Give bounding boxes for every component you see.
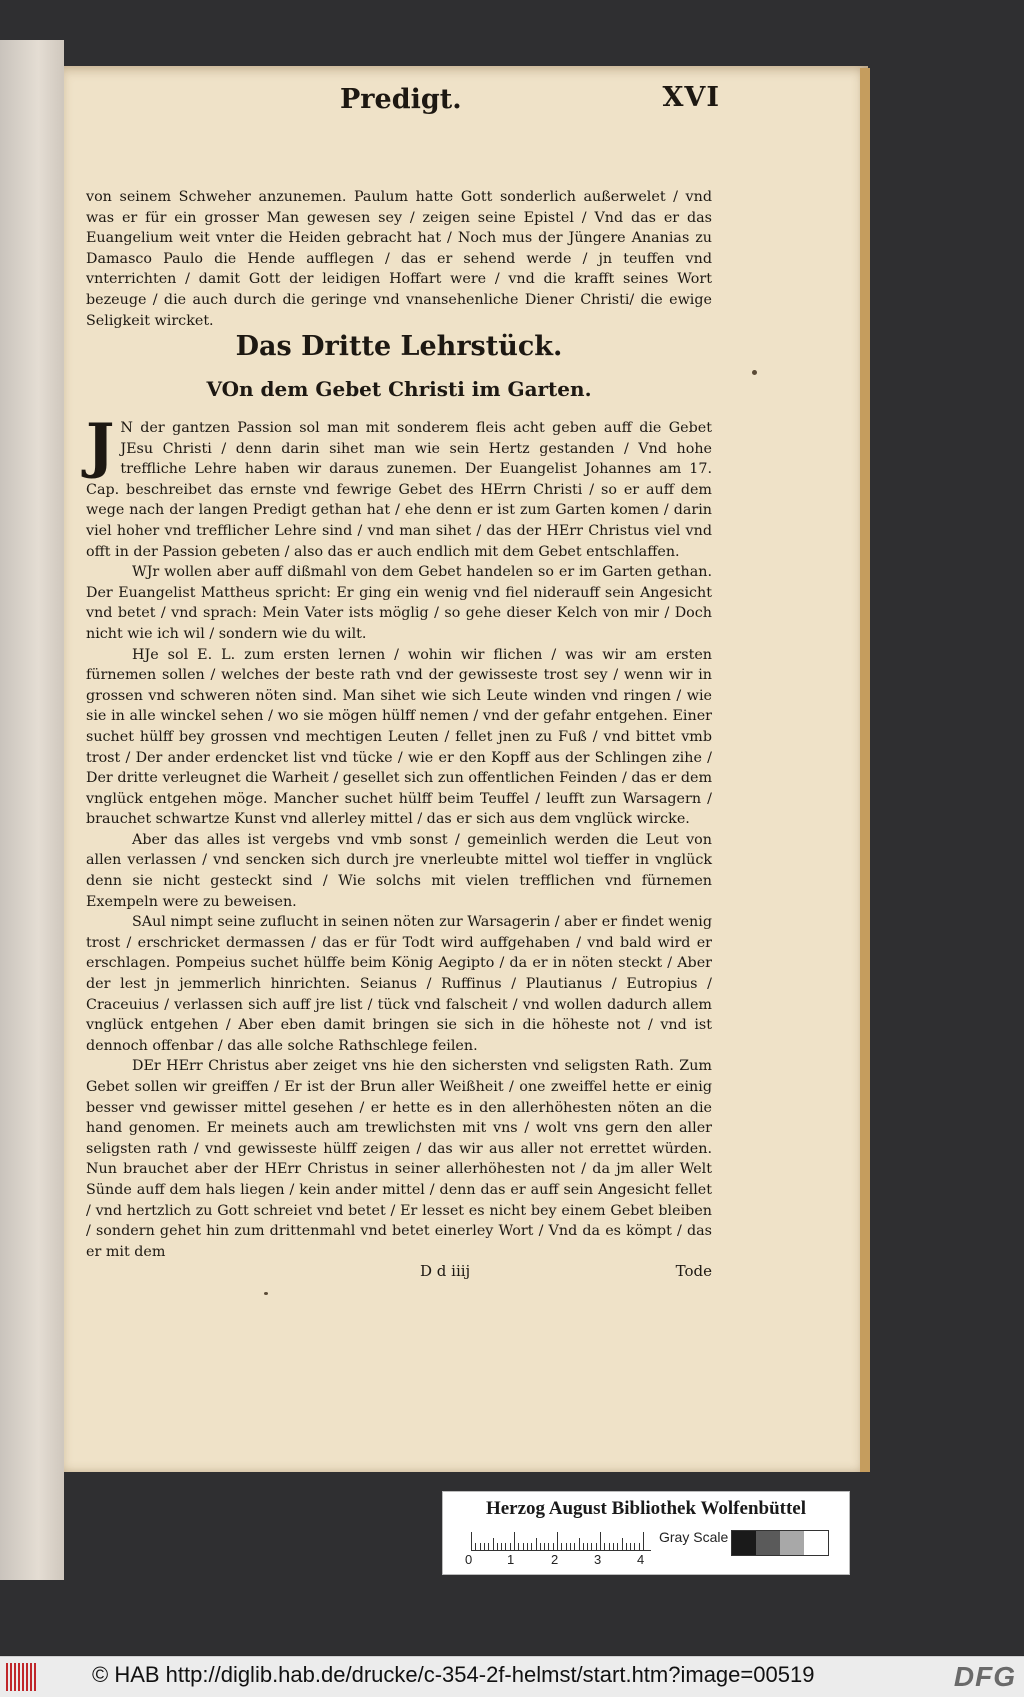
ruler-tick — [475, 1543, 476, 1550]
ruler-tick — [497, 1543, 498, 1550]
swatch — [804, 1531, 828, 1555]
gray-scale-swatches — [731, 1530, 829, 1556]
ruler-tick — [484, 1543, 485, 1550]
ruler-tick — [604, 1543, 605, 1550]
ruler-tick — [630, 1543, 631, 1550]
ruler-tick — [626, 1543, 627, 1550]
scale-ruler — [471, 1530, 651, 1551]
ruler-tick — [634, 1543, 635, 1550]
sub-heading: VOn dem Gebet Christi im Garten. — [206, 377, 592, 401]
institution-name: Herzog August Bibliothek Wolfenbüttel — [485, 1498, 807, 1519]
ruler-tick — [471, 1532, 472, 1550]
page-footer — [86, 1262, 712, 1286]
paragraph — [86, 411, 712, 562]
facing-page-edge — [0, 40, 64, 1580]
catchword: Tode — [675, 1262, 712, 1280]
swatch — [732, 1531, 756, 1555]
ink-speck — [752, 370, 757, 375]
page-header — [270, 80, 720, 126]
running-title: Predigt. — [340, 84, 462, 115]
ruler-tick — [514, 1532, 515, 1550]
swatch — [756, 1531, 780, 1555]
page-edge — [860, 68, 870, 1472]
ruler-tick — [510, 1543, 511, 1550]
ruler-tick — [488, 1543, 489, 1550]
text-block-main — [86, 411, 712, 1262]
ruler-tick — [527, 1543, 528, 1550]
ruler-tick — [493, 1538, 494, 1550]
ruler-tick — [501, 1543, 502, 1550]
ruler-tick — [613, 1543, 614, 1550]
ruler-tick — [600, 1532, 601, 1550]
ruler-tick — [531, 1543, 532, 1550]
ruler-tick — [540, 1543, 541, 1550]
ruler-tick — [574, 1543, 575, 1550]
ruler-tick — [480, 1543, 481, 1550]
barcode-icon — [6, 1663, 46, 1691]
ruler-tick — [536, 1538, 537, 1550]
ruler-tick — [583, 1543, 584, 1550]
scale-number: 1 — [507, 1552, 515, 1567]
ruler-tick — [505, 1543, 506, 1550]
viewer-footer — [0, 1656, 1024, 1697]
folio-number: XVI — [662, 82, 720, 113]
ruler-tick — [566, 1543, 567, 1550]
ruler-tick — [548, 1543, 549, 1550]
ruler-tick — [544, 1543, 545, 1550]
paragraph: von seinem Schweher anzunemen. Paulum hatte Gott sonderlich außerwelet / vnd was er für ein grosser Man gewesen sey / zeigen seine Epistel / Vnd das er das Euangelium weit vnter die Heiden gebracht hat / Noch mus der Jüngere Ananias zu Damasco Paulo die Hende aufflegen / das er sehend werde / jn teuffen vnd vnterrichten / damit Gott der leidigen Hoffart were / vnd die krafft seines Wort bezeuge / die auch durch die geringe vnd vnansehenliche Diener Christi/ die ewige Seligkeit wircket. — [86, 189, 712, 329]
ruler-tick — [553, 1543, 554, 1550]
ink-speck — [264, 1292, 268, 1295]
paragraph: WJr wollen aber auff dißmahl von dem Gebet handelen so er im Garten gethan. Der Euangelist Mattheus spricht: Er ging ein wenig vnd fiel niderauff sein Angesicht vnd betet / vnd sprach: Mein Vater ists möglig / so gehe dieser Kelch von mir / Doch nicht wie ich wil / sondern wie du wilt. — [86, 564, 712, 642]
ruler-tick — [591, 1543, 592, 1550]
scale-number: 3 — [594, 1552, 602, 1567]
ruler-tick — [617, 1543, 618, 1550]
paragraph-text: N der gantzen Passion sol man mit sonderem fleis acht geben auff die Gebet JEsu Christi / denn darin sihet man wie sein Hertz gestanden / Vnd hohe treffliche Lehre haben wir daraus zunemen. Der Euangelist Johannes am 17. Cap. beschreibet das ernste vnd fewrige Gebet des HErrn Christi / so er auff dem wege nach der langen Predigt gethan hat / ehe denn er ist zum Garten komen / darin viel hoher vnd trefflicher Lehre sind / vnd man sihet / das der HErr Christus viel vnd offt in der Passion gebeten / also das er auch endlich mit dem Gebet entschlaffen. — [86, 420, 712, 560]
swatch — [780, 1531, 804, 1555]
paragraph: HJe sol E. L. zum ersten lernen / wohin wir flichen / was wir am ersten fürnemen sollen / welches der beste rath vnd der gewisseste trost sey / wenn wir in grossen vnd schweren nöten sind. Man sihet wie sich Leute winden vnd ringen / wie sie in alle winckel sehen / wo sie mögen hülff nemen / vnd der gefahr entgehen. Einer suchet hülff bey grossen vnd mechtigen Leuten / fellet jnen zu Fuß / vnd bittet vmb trost / Der ander erdencket list vnd tücke / wie er den Kopff aus der Schlingen zihe / Der dritte verleugnet die Warheit / gesellet sich zun offentlichen Feinden / das er dem vnglück entgehen möge. Mancher suchet hülff beim Teuffel / leufft zun Warsagern / brauchet schwartze Kunst vnd allerley mittel / das er sich aus dem vnglück wircke. — [86, 646, 712, 828]
source-credit[interactable]: © HAB http://diglib.hab.de/drucke/c-354-2f-helmst/start.htm?image=00519 — [92, 1662, 815, 1687]
section-heading: Das Dritte Lehrstück. — [235, 331, 563, 362]
ruler-tick — [557, 1532, 558, 1550]
drop-capital: J — [86, 411, 115, 481]
ruler-tick — [596, 1543, 597, 1550]
ruler-tick — [561, 1543, 562, 1550]
paragraph: DEr HErr Christus aber zeiget vns hie den sichersten vnd seligsten Rath. Zum Gebet sollen wir greiffen / Er ist der Brun aller Weißheit / one zweiffel hette er einig besser vnd gewisser mittel gesehen / er hette es in den allerhöhesten nöten an die hand genomen. Er meinets auch am trewlichsten mit vns / wolt vns gern den aller seligsten rath / vnd gewisseste hülff zeigen / das wir aus aller not errettet würden. Nun brauchet aber der HErr Christus in seiner allerhöhesten not / da jm aller Welt Sünde auff dem hals liegen / kein ander mittel / denn das er auff sein Angesicht fellet / vnd hertzlich zu Gott schreiet vnd betet / Er lesset es nicht bey einem Gebet bleiben / sondern gehet hin zum drittenmahl vnd betet einerley Wort / Vnd da es kömpt / das er mit dem — [86, 1058, 712, 1260]
color-calibration-bar — [442, 1491, 850, 1575]
ruler-tick — [579, 1538, 580, 1550]
scale-number: 2 — [551, 1552, 559, 1567]
signature-mark: D d iiij — [420, 1262, 471, 1280]
ruler-tick — [609, 1543, 610, 1550]
ruler-tick — [523, 1543, 524, 1550]
ruler-tick — [639, 1543, 640, 1550]
scale-number: 0 — [465, 1552, 473, 1567]
ruler-tick — [518, 1543, 519, 1550]
paragraph: SAul nimpt seine zuflucht in seinen nöten zur Warsagerin / aber er findet wenig trost / erschricket dermassen / das er für Todt wird auffgehaben / vnd bald wird er erschlagen. Pompeius suchet hülffe beim König Aegipto / da er in nöten steckt / Aber der lest jn jemmerlich hinrichten. Seianus / Ruffinus / Plautianus / Eutropius / Craceuius / verlassen sich auff jre list / tück vnd falscheit / vnd wollen dadurch allem vnglück entgehen / Aber eben damit bringen sie sich in die höheste not / vnd ist dennoch offenbar / das alle solche Rathschlege feilen. — [86, 914, 712, 1054]
text-block-intro — [86, 187, 712, 331]
ruler-tick — [570, 1543, 571, 1550]
scale-number: 4 — [637, 1552, 645, 1567]
dfg-logo: DFG — [953, 1661, 1016, 1692]
gray-scale-label: Gray Scale — [659, 1529, 729, 1545]
ruler-tick — [622, 1538, 623, 1550]
paragraph: Aber das alles ist vergebs vnd vmb sonst / gemeinlich werden die Leut von allen verlassen / vnd sencken sich durch jre vnerleubte mittel wol tieffer in vnglück denn sie nicht gesteckt sind / Wie solchs mit vielen trefflichen vnd fürnemen Exempeln were zu beweisen. — [86, 831, 712, 910]
ruler-tick — [643, 1532, 644, 1550]
ruler-tick — [587, 1543, 588, 1550]
